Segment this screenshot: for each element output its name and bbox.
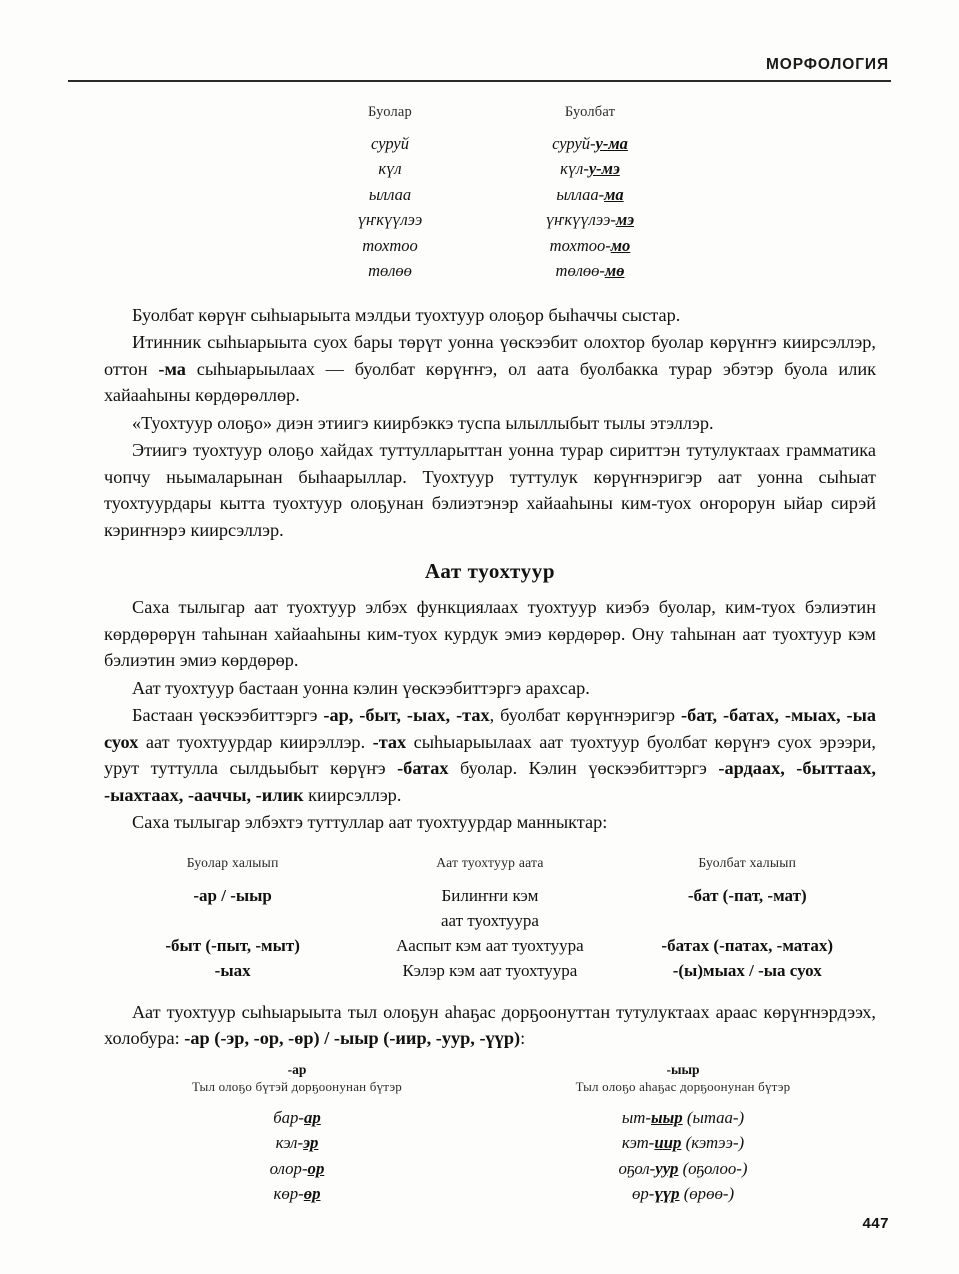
paradigm-cell-positive: тохтоо	[362, 235, 418, 255]
paragraph-3: «Туохтуур олоҕо» диэн этиигэ киирбэккэ туспа ылыллыбыт тылы этэллэр.	[132, 412, 714, 433]
grammar-cell-name: Ааспыт кэм аат туохтуура	[396, 935, 584, 955]
grammar-header-positive: Буолар халыып	[186, 854, 279, 870]
example-stem: көр-	[273, 1184, 304, 1203]
grammar-cell-name-line1: Билиҥҥи кэм	[441, 885, 539, 905]
paradigm-suffix: у-мэ	[588, 159, 620, 178]
example-stem: олор-	[269, 1158, 308, 1178]
paragraph-4: Этиигэ туохтуур олоҕо хайдах туттулларыттан уонна турар сириттэн тутулуктаах грамматика чопчу ньымаларынан быһаарыллар. Туохтуур туттулук көрүҥнэригэр аат уонна сыһыат туохтуурдары кытта туохтуур олоҕунан бэлиэтэнэр хайааһыны ким-туох оҥорорун ыйар сирэй кэриҥнэрэ киирсэллэр.	[104, 440, 876, 540]
example-table-row	[104, 1156, 876, 1182]
paradigm-cell-negative	[490, 131, 690, 157]
example-suffix: ар	[304, 1107, 321, 1127]
example-table-row	[104, 1105, 876, 1131]
grammar-table-row	[104, 933, 876, 958]
paradigm-cell-negative	[490, 258, 690, 284]
grammar-cell-positive: -ыах	[214, 960, 251, 980]
paradigm-suffix: ма	[604, 184, 624, 204]
grammar-header-name: Аат туохтуур аата	[436, 854, 544, 870]
example-gloss: (ытаа-)	[686, 1107, 745, 1127]
paradigm-table	[290, 100, 690, 284]
paradigm-cell-negative	[490, 156, 690, 182]
example-stem: кэл-	[275, 1133, 304, 1152]
paragraph-7-text-e: аат туохтуурдар киирэллэр.	[138, 731, 373, 752]
paradigm-row	[290, 182, 690, 208]
suffix-list-primary: -ар, -быт, -ыах, -тах	[323, 705, 490, 725]
paragraph-2-text-a: Итинник сыһыарыыта суох бары төрүт уонна үөскээбит олохтор буолар көрүҥҥэ киирсэллэр, оттон	[104, 332, 876, 379]
paradigm-cell-negative	[490, 182, 690, 208]
paradigm-stem: күл-	[560, 159, 589, 178]
paradigm-cell-negative	[490, 207, 690, 233]
running-head-rule	[68, 80, 891, 82]
example-table	[104, 1062, 876, 1207]
example-column-left-header	[104, 1062, 490, 1105]
grammar-cell-name: Кэлэр кэм аат туохтуура	[402, 960, 578, 980]
suffix-ma: -ма	[158, 358, 186, 379]
paradigm-row	[290, 233, 690, 259]
paradigm-row	[290, 131, 690, 157]
example-right-suffix: -ыыр	[666, 1061, 700, 1077]
running-head-title: МОРФОЛОГИЯ	[765, 56, 889, 73]
paragraph-7-text-c: , буолбат көрүҥнэригэр	[489, 705, 681, 725]
example-gloss: (оҕолоо-)	[682, 1158, 748, 1178]
paradigm-header-row	[290, 100, 690, 131]
grammar-table	[104, 850, 876, 983]
paradigm-cell-negative	[490, 233, 690, 259]
grammar-cell-positive: -ар / -ыыр	[193, 885, 272, 905]
page-number: 447	[862, 1215, 889, 1232]
example-right-cell	[490, 1130, 876, 1156]
paragraph-7	[104, 702, 876, 808]
example-suffix: үүр	[654, 1184, 680, 1203]
paradigm-cell-positive: суруй	[371, 133, 409, 153]
suffix-batah: -батах	[397, 758, 449, 778]
example-right-condition: Тыл олоҕо аһаҕас дорҕоонунан бүтэр	[575, 1078, 791, 1094]
example-column-right-header	[490, 1062, 876, 1105]
grammar-table-row	[104, 883, 876, 933]
grammar-cell-negative: -батах (-патах, -матах)	[661, 935, 834, 955]
paragraph-8: Саха тылыгар элбэхтэ туттуллар аат туохтуурдар манныктар:	[132, 812, 608, 832]
grammar-cell-name-line2: аат туохтуура	[440, 910, 539, 930]
example-right-cell	[490, 1181, 876, 1207]
grammar-table-header-row	[104, 850, 876, 883]
example-table-header-row	[104, 1062, 876, 1105]
example-suffix: ыыр	[650, 1107, 683, 1127]
example-stem: оҕол-	[618, 1158, 656, 1178]
paradigm-cell-positive: төлөө	[368, 261, 412, 280]
suffix-list-derived: -ардаах, -быттаах, -ыахтаах, -ааччы, -илик	[104, 758, 876, 805]
example-left-suffix: -ар	[287, 1061, 307, 1077]
example-suffix: ор	[307, 1158, 325, 1178]
suffix-variants: -ар (-эр, -ор, -өр) / -ыыр (-иир, -уур, -үүр)	[184, 1028, 521, 1048]
paradigm-suffix: мө	[604, 261, 625, 280]
running-head	[68, 56, 891, 82]
paragraph-9-text-a: Аат туохтуур сыһыарыыта тыл олоҕун аһаҕас дорҕоонуттан тутулуктаах араас көрүҥнэрдээх, холобура:	[104, 1001, 876, 1048]
example-left-cell	[104, 1130, 490, 1156]
page-body	[104, 100, 876, 1207]
grammar-cell-name	[361, 883, 618, 933]
example-stem: ыт-	[621, 1107, 651, 1127]
example-right-cell	[490, 1156, 876, 1182]
example-suffix: эр	[303, 1133, 319, 1152]
paradigm-suffix: у-ма	[595, 133, 628, 153]
paradigm-stem: суруй-	[552, 133, 596, 153]
grammar-cell-negative: -бат (-пат, -мат)	[687, 885, 807, 905]
example-left-cell	[104, 1105, 490, 1131]
paragraph-7-text-i: буолар. Кэлин үөскээбиттэргэ	[448, 758, 719, 778]
example-left-cell	[104, 1156, 490, 1182]
example-suffix: уур	[655, 1158, 679, 1178]
example-suffix: өр	[303, 1184, 321, 1203]
suffix-tah: -тах	[372, 731, 407, 752]
example-left-condition: Тыл олоҕо бүтэй дорҕоонунан бүтэр	[192, 1078, 402, 1094]
paragraph-6: Аат туохтуур бастаан уонна кэлин үөскээбиттэргэ арахсар.	[132, 677, 590, 698]
example-left-cell	[104, 1181, 490, 1207]
paradigm-suffix: мо	[610, 235, 631, 255]
paragraph-5: Саха тылыгар аат туохтуур элбэх функциялаах туохтуур киэбэ буолар, ким-туох бэлиэтин көрдөрөрүн таһынан хайааһыны ким-туох курдук эмиэ көрдөрөр. Ону таһынан аат туохтуур кэм бэлиэтин эмиэ көрдөрөр.	[104, 597, 876, 670]
section-title: Аат туохтуур	[424, 559, 556, 583]
paragraph-7-text-k: киирсэллэр.	[303, 784, 402, 805]
example-stem: бар-	[273, 1107, 305, 1127]
example-stem: өр-	[631, 1184, 655, 1203]
paradigm-row	[290, 207, 690, 233]
paradigm-stem: төлөө-	[555, 261, 605, 280]
paragraph-7-text-g: сыһыарыылаах аат туохтуур буолбат көрүҥэ суох эрээри, урут туттулла сылдьыбыт көрүҥэ	[104, 731, 877, 778]
paradigm-row	[290, 156, 690, 182]
grammar-cell-negative: -(ы)мыах / -ыа суох	[672, 960, 822, 980]
paragraph-2	[104, 329, 876, 409]
paradigm-row	[290, 258, 690, 284]
example-gloss: (кэтээ-)	[685, 1133, 745, 1152]
paragraph-1: Буолбат көрүҥ сыһыарыыта мэлдьи туохтуур олоҕор быһаччы сыстар.	[132, 304, 681, 325]
paragraph-7-text-a: Бастаан үөскээбиттэргэ	[132, 705, 324, 725]
paradigm-header-right: Буолбат	[564, 104, 616, 120]
grammar-header-negative: Буолбат халыып	[698, 854, 797, 870]
paradigm-stem: ыллаа-	[556, 184, 605, 204]
example-stem: кэт-	[621, 1133, 655, 1152]
paradigm-cell-positive: күл	[378, 159, 402, 178]
paragraph-2-text-c: сыһыарыылаах — буолбат көрүҥҥэ, ол аата буолбакка турар эбэтэр буола илик хайааһыны көрдөрөллөр.	[104, 358, 876, 405]
paragraph-9-text-c: :	[520, 1028, 526, 1048]
example-table-row	[104, 1181, 876, 1207]
paradigm-stem: тохтоо-	[549, 235, 611, 255]
paradigm-cell-positive: үҥкүүлээ	[357, 210, 423, 229]
grammar-cell-positive: -быт (-пыт, -мыт)	[165, 935, 300, 955]
example-table-row	[104, 1130, 876, 1156]
paradigm-header-left: Буолар	[367, 104, 413, 120]
example-right-cell	[490, 1105, 876, 1131]
example-gloss: (өрөө-)	[683, 1184, 735, 1203]
paradigm-suffix: мэ	[615, 210, 635, 229]
example-suffix: иир	[654, 1133, 682, 1152]
paradigm-stem: үҥкүүлээ-	[545, 210, 616, 229]
paragraph-9	[104, 999, 876, 1052]
grammar-table-row	[104, 958, 876, 983]
paradigm-cell-positive: ыллаа	[368, 184, 412, 204]
suffix-list-negative: -бат, -батах, -мыах, -ыа суох	[104, 705, 876, 752]
